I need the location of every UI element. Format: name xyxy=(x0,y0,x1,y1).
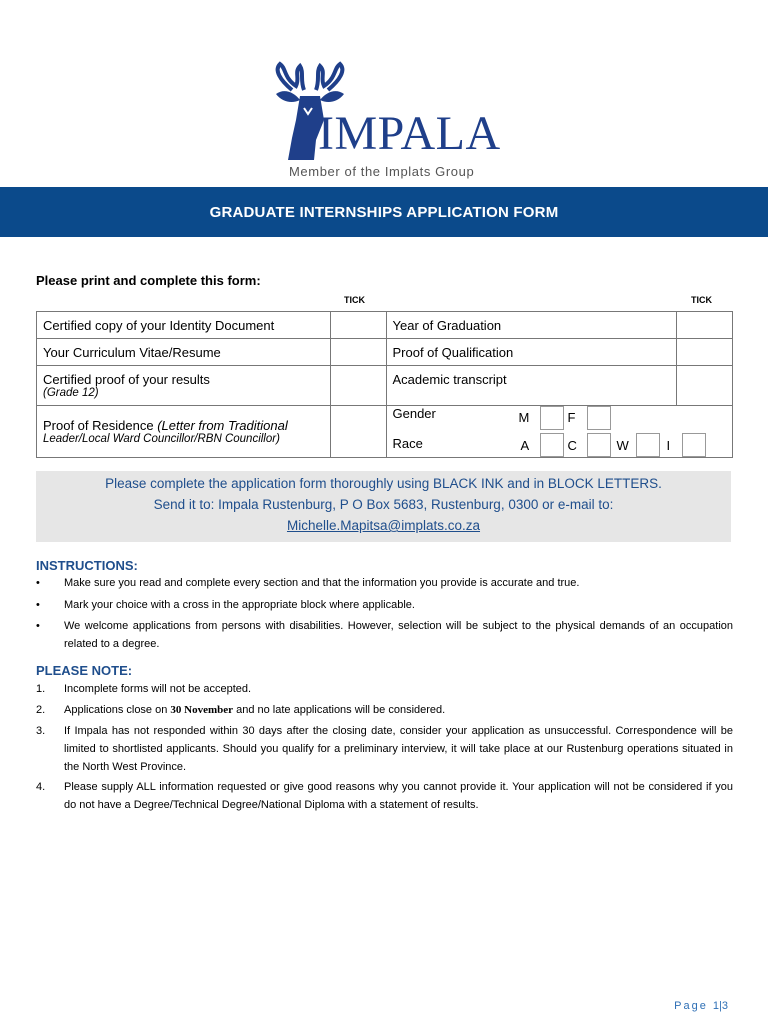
tick-header-left: TICK xyxy=(344,295,365,305)
list-item xyxy=(36,596,733,614)
note-text xyxy=(64,701,733,719)
notice-line: Send it to: Impala Rustenburg, P O Box 5683, Rustenburg, 0300 or e-mail to: xyxy=(153,497,614,512)
race-i-box[interactable] xyxy=(682,433,706,457)
doc-label: Certified proof of your results xyxy=(43,372,210,387)
table-row xyxy=(37,406,733,458)
tick-box-year-of-graduation[interactable] xyxy=(677,312,733,339)
race-option: I xyxy=(666,438,671,453)
item-number: 4. xyxy=(36,781,46,793)
page-total: 3 xyxy=(721,1000,728,1012)
item-number: 2. xyxy=(36,704,46,716)
doc-label: Proof of Qualification xyxy=(386,339,677,366)
item-number: 1. xyxy=(36,683,46,695)
gender-label: Gender xyxy=(392,406,436,421)
bullet: • xyxy=(36,599,40,611)
list-item xyxy=(36,701,733,719)
table-row xyxy=(37,366,733,406)
title-banner xyxy=(0,187,768,237)
form-intro: Please print and complete this form: xyxy=(36,273,261,288)
race-option: C xyxy=(567,438,577,453)
gender-m-box[interactable] xyxy=(540,406,564,430)
page-separator: | xyxy=(719,1000,722,1012)
bullet: • xyxy=(36,577,40,589)
list-item xyxy=(36,574,733,592)
list-item xyxy=(36,680,733,698)
documents-checklist-table xyxy=(36,311,733,458)
page-label: Page xyxy=(674,1000,708,1012)
logo-wordmark: IMPALA xyxy=(318,107,501,160)
bullet: • xyxy=(36,620,40,632)
tick-box-residence[interactable] xyxy=(330,406,386,458)
gender-option: F xyxy=(567,410,576,425)
table-row xyxy=(37,339,733,366)
tick-box-academic-transcript[interactable] xyxy=(677,366,733,406)
page-number: 1 xyxy=(712,1000,720,1012)
email-link[interactable]: Michelle.Mapitsa@implats.co.za xyxy=(286,518,481,533)
notice-line: Please complete the application form thoroughly using BLACK INK and in BLOCK LETTERS. xyxy=(105,476,662,491)
item-number: 3. xyxy=(36,725,46,737)
race-w-box[interactable] xyxy=(636,433,660,457)
gender-race-cell xyxy=(386,406,733,458)
page-title: GRADUATE INTERNSHIPS APPLICATION FORM xyxy=(209,203,559,221)
race-option: A xyxy=(520,438,530,453)
doc-label-italic: (Letter from Traditional xyxy=(157,418,288,433)
instruction-text: Mark your choice with a cross in the appropriate block where applicable. xyxy=(64,599,415,611)
tick-box-id-document[interactable] xyxy=(330,312,386,339)
doc-note: (Grade 12) xyxy=(43,387,99,399)
tick-header-right: TICK xyxy=(691,295,712,305)
instruction-text: We welcome applications from persons with disabilities. However, selection will be subject to the physical demands of an occupation related to a degree. xyxy=(64,620,733,650)
list-item xyxy=(36,617,733,653)
gender-f-box[interactable] xyxy=(587,406,611,430)
race-option: W xyxy=(616,438,629,453)
gender-option: M xyxy=(518,410,530,425)
table-row xyxy=(37,312,733,339)
doc-note: Leader/Local Ward Councillor/RBN Councillor) xyxy=(43,433,280,445)
doc-label: Certified copy of your Identity Document xyxy=(37,312,331,339)
tick-box-proof-of-qualification[interactable] xyxy=(677,339,733,366)
page-indicator xyxy=(674,1000,728,1012)
please-note-heading: PLEASE NOTE: xyxy=(36,663,133,678)
note-text: If Impala has not responded within 30 days after the closing date, consider your application as unsuccessful. Correspondence will be limited to shortlisted applicants. Should you qualify for a preliminary interview, it will take place at our Rustenburg operations situated in the North West Province. xyxy=(64,725,733,773)
note-text-part: Applications close on xyxy=(64,704,171,716)
doc-label: Year of Graduation xyxy=(386,312,677,339)
race-label: Race xyxy=(392,436,423,451)
doc-label-results xyxy=(37,366,331,406)
list-item xyxy=(36,778,733,814)
doc-label: Academic transcript xyxy=(386,366,677,406)
doc-label: Your Curriculum Vitae/Resume xyxy=(37,339,331,366)
doc-label-residence xyxy=(37,406,331,458)
instructions-heading: INSTRUCTIONS: xyxy=(36,558,138,573)
race-a-box[interactable] xyxy=(540,433,564,457)
instruction-text: Make sure you read and complete every section and that the information you provide is accurate and true. xyxy=(64,577,580,589)
tick-box-cv[interactable] xyxy=(330,339,386,366)
doc-label: Proof of Residence xyxy=(43,418,154,433)
race-c-box[interactable] xyxy=(587,433,611,457)
submission-notice xyxy=(36,471,731,542)
closing-date: 30 November xyxy=(170,704,234,716)
note-text-part: and no late applications will be considered. xyxy=(233,704,446,716)
logo-subtitle: Member of the Implats Group xyxy=(289,164,475,179)
note-text: Please supply ALL information requested or give good reasons why you cannot provide it. Your application will not be considered if you do not have a Degree/Technical Degree/National Diploma with a statement of results. xyxy=(64,781,733,811)
note-text: Incomplete forms will not be accepted. xyxy=(64,683,252,695)
tick-box-results[interactable] xyxy=(330,366,386,406)
list-item xyxy=(36,722,733,776)
